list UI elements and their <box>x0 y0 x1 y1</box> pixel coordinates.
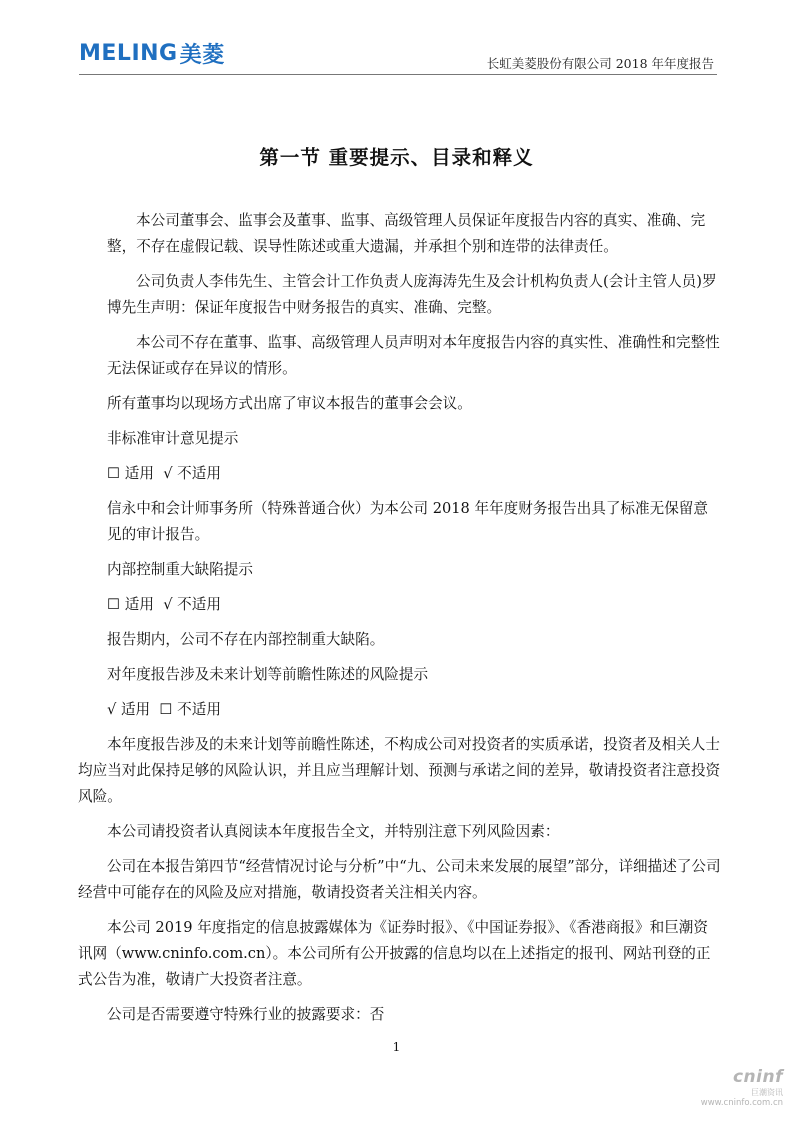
internal-control-heading: 内部控制重大缺陷提示 <box>107 561 253 578</box>
paragraph-industry-disclosure: 公司是否需要遵守特殊行业的披露要求：否 <box>107 1006 385 1023</box>
audit-option: ☐ 适用 √ 不适用 <box>107 465 221 482</box>
meling-logo <box>79 38 225 68</box>
paragraph-board-guarantee: 本公司董事会、监事会及董事、监事、高级管理人员保证年度报告内容的真实、准确、完整，不存在虚假记载、误导性陈述或重大遗漏，并承担个别和连带的法律责任。 <box>107 212 706 255</box>
watermark-subtitle: 巨潮资讯 <box>751 1088 783 1097</box>
logo-chinese: 美菱 <box>179 42 225 68</box>
cninfo-watermark <box>701 1067 783 1108</box>
logo-english: MELING <box>79 40 178 66</box>
paragraph-section-four: 公司在本报告第四节“经营情况讨论与分析”中“九、公司未来发展的展望”部分，详细描述了公司经营中可能存在的风险及应对措施，敬请投资者关注相关内容。 <box>78 858 721 901</box>
risk-text: 本年度报告涉及的未来计划等前瞻性陈述，不构成公司对投资者的实质承诺，投资者及相关人士均应当对此保持足够的风险认识，并且应当理解计划、预测与承诺之间的差异，敬请投资者注意投资风险。 <box>78 736 721 805</box>
page-number: 1 <box>392 1040 401 1054</box>
paragraph-disclosure-media: 本公司 2019 年度指定的信息披露媒体为《证券时报》、《中国证券报》、《香港商报》和巨潮资讯网（www.cninfo.com.cn）。本公司所有公开披露的信息均以在上述指定的报刊、网站刊登的正式公告为准，敬请广大投资者注意。 <box>78 919 711 988</box>
paragraph-responsible-persons: 公司负责人李伟先生、主管会计工作负责人庞海涛先生及会计机构负责人(会计主管人员)罗博先生声明：保证年度报告中财务报告的真实、准确、完整。 <box>107 273 717 316</box>
risk-option: √ 适用 ☐ 不适用 <box>107 701 221 718</box>
audit-heading: 非标准审计意见提示 <box>107 430 239 447</box>
section-title: 第一节 重要提示、目录和释义 <box>259 146 534 169</box>
audit-text: 信永中和会计师事务所（特殊普通合伙）为本公司 2018 年年度财务报告出具了标准无保留意见的审计报告。 <box>107 500 708 543</box>
internal-control-text: 报告期内，公司不存在内部控制重大缺陷。 <box>107 631 385 648</box>
internal-control-option: ☐ 适用 √ 不适用 <box>107 596 221 613</box>
risk-heading: 对年度报告涉及未来计划等前瞻性陈述的风险提示 <box>107 666 429 683</box>
paragraph-no-objection: 本公司不存在董事、监事、高级管理人员声明对本年度报告内容的真实性、准确性和完整性无法保证或存在异议的情形。 <box>107 334 720 377</box>
header-divider <box>79 74 717 75</box>
watermark-brand: cninf <box>732 1067 783 1087</box>
paragraph-attendance: 所有董事均以现场方式出席了审议本报告的董事会会议。 <box>107 395 472 412</box>
watermark-url: www.cninfo.com.cn <box>700 1098 783 1108</box>
report-header-title: 长虹美菱股份有限公司 2018 年年度报告 <box>486 56 714 71</box>
paragraph-risk-factors: 本公司请投资者认真阅读本年度报告全文，并特别注意下列风险因素： <box>107 823 560 840</box>
document-body <box>78 208 722 1037</box>
